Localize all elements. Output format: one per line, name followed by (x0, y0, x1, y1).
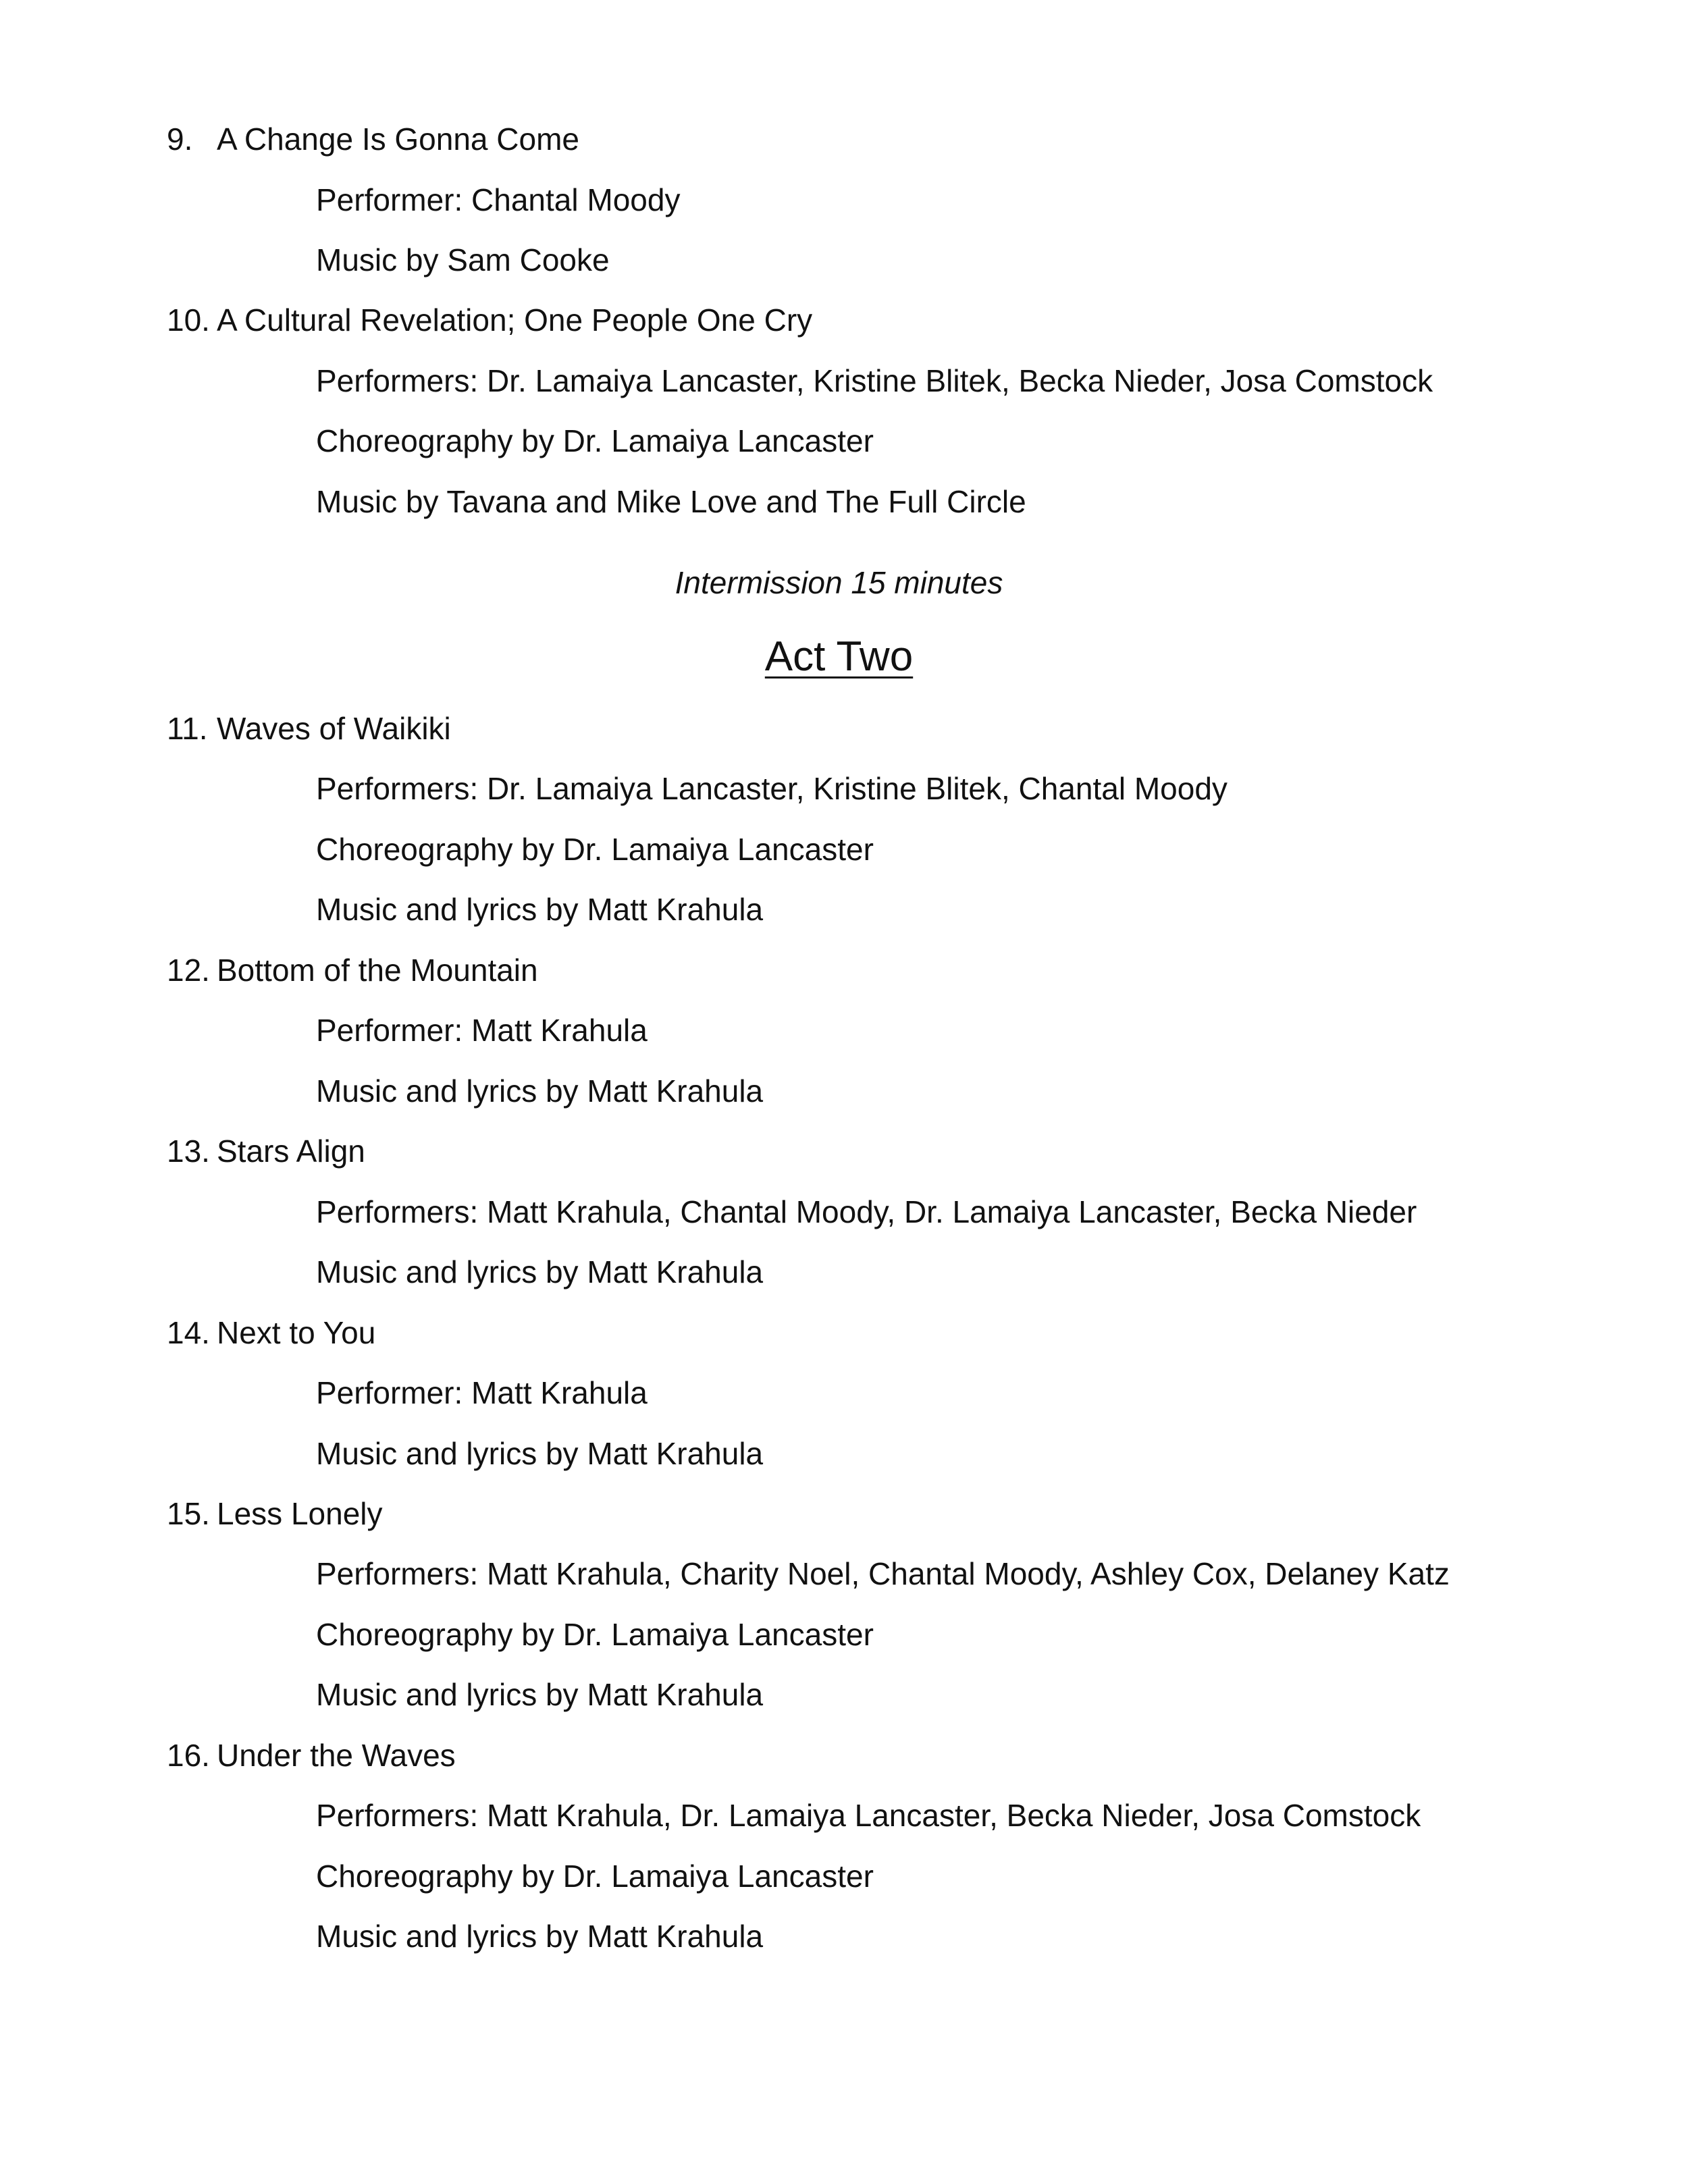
item-choreography-credit: Choreography by Dr. Lamaiya Lancaster (316, 1859, 874, 1894)
item-number: 13. (167, 1134, 210, 1169)
program-item-title (167, 710, 451, 747)
item-number: 15. (167, 1496, 210, 1531)
item-choreography-credit: Choreography by Dr. Lamaiya Lancaster (316, 423, 874, 458)
item-performers: Performers: Dr. Lamaiya Lancaster, Kristine Blitek, Becka Nieder, Josa Comstock (316, 363, 1433, 398)
program-item-title (167, 1132, 365, 1170)
item-title-text: A Cultural Revelation; One People One Cry (217, 302, 813, 338)
item-performer: Performer: Chantal Moody (316, 182, 681, 217)
item-music-credit: Music and lyrics by Matt Krahula (316, 1919, 764, 1954)
program-item-title (167, 1736, 456, 1774)
item-choreography-credit: Choreography by Dr. Lamaiya Lancaster (316, 832, 874, 867)
item-music-credit: Music and lyrics by Matt Krahula (316, 1254, 764, 1289)
item-number: 14. (167, 1315, 210, 1350)
program-item-title (167, 1495, 383, 1533)
item-number: 11. (167, 711, 208, 746)
item-music-credit: Music and lyrics by Matt Krahula (316, 1436, 764, 1471)
program-item-title (167, 301, 812, 339)
item-number: 12. (167, 953, 210, 988)
program-item-title (167, 120, 579, 158)
item-performers: Performers: Matt Krahula, Chantal Moody, Dr. Lamaiya Lancaster, Becka Nieder (316, 1194, 1417, 1229)
item-title-text: Under the Waves (217, 1738, 456, 1773)
item-music-credit: Music and lyrics by Matt Krahula (316, 1677, 764, 1712)
item-performers: Performers: Matt Krahula, Charity Noel, Chantal Moody, Ashley Cox, Delaney Katz (316, 1556, 1450, 1591)
item-music-credit: Music by Tavana and Mike Love and The Full Circle (316, 484, 1026, 519)
item-performer: Performer: Matt Krahula (316, 1375, 648, 1410)
item-title-text: Stars Align (217, 1134, 365, 1169)
item-title-text: Next to You (217, 1315, 376, 1350)
program-item-title (167, 951, 538, 989)
item-music-credit: Music and lyrics by Matt Krahula (316, 1073, 764, 1109)
intermission-note: Intermission 15 minutes (675, 565, 1003, 600)
item-number: 9. (167, 122, 193, 157)
item-performers: Performers: Dr. Lamaiya Lancaster, Kristine Blitek, Chantal Moody (316, 771, 1228, 806)
item-choreography-credit: Choreography by Dr. Lamaiya Lancaster (316, 1617, 874, 1652)
item-number: 16. (167, 1738, 210, 1773)
item-performer: Performer: Matt Krahula (316, 1013, 648, 1048)
item-title-text: Bottom of the Mountain (217, 953, 538, 988)
item-music-credit: Music and lyrics by Matt Krahula (316, 892, 764, 927)
act-two-heading: Act Two (764, 633, 914, 680)
item-title-text: Less Lonely (217, 1496, 383, 1531)
item-number: 10. (167, 302, 210, 338)
item-performers: Performers: Matt Krahula, Dr. Lamaiya Lancaster, Becka Nieder, Josa Comstock (316, 1798, 1421, 1833)
item-title-text: Waves of Waikiki (217, 711, 451, 746)
program-item-title (167, 1314, 375, 1352)
item-music-credit: Music by Sam Cooke (316, 242, 610, 277)
item-title-text: A Change Is Gonna Come (217, 122, 579, 157)
